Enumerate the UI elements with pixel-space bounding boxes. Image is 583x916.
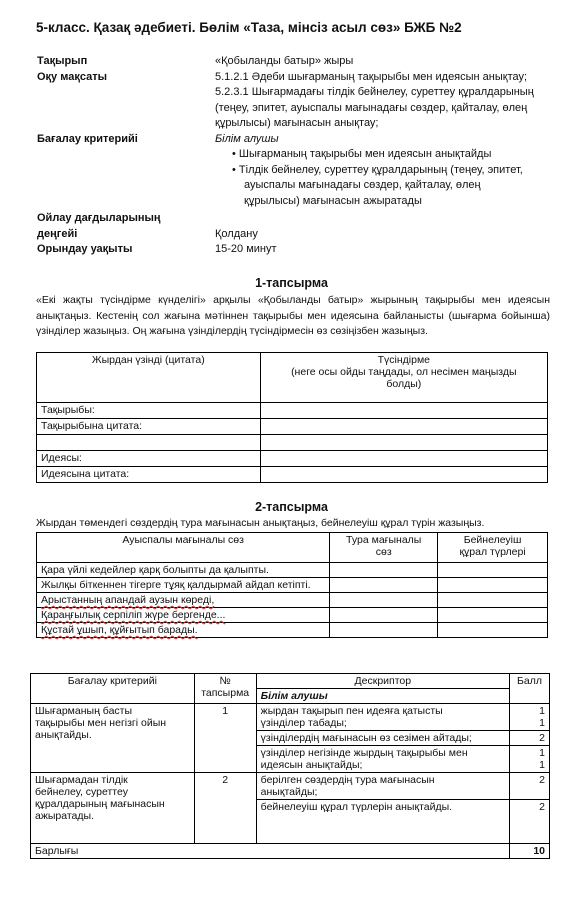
table-row xyxy=(37,467,548,483)
col-header-line: Түсіндірме xyxy=(377,354,430,366)
table-cell: Қара үйлі кедейлер қарқ болыпты да қалыпты. xyxy=(37,563,330,578)
rubric-table xyxy=(30,673,550,859)
table-row xyxy=(37,563,548,578)
col-header: Бағалау критерийі xyxy=(31,674,195,704)
goal-label: Оқу мақсаты xyxy=(37,70,108,83)
descriptor-cell xyxy=(256,704,509,731)
task-meta xyxy=(37,54,557,258)
col-header: Жырдан үзінді (цитата) xyxy=(37,353,261,403)
descriptor-cell xyxy=(256,773,509,800)
total-value: 10 xyxy=(510,844,550,859)
col-header xyxy=(438,533,548,563)
total-label: Барлығы xyxy=(31,844,510,859)
criteria-bullet-cont: ауыспалы мағынадағы сөздер, қайталау, өлең xyxy=(244,179,481,191)
answer-cell[interactable] xyxy=(330,593,438,608)
total-row xyxy=(31,844,550,859)
meta-goal xyxy=(37,70,557,132)
topic-value: «Қобыланды батыр» жыры xyxy=(215,55,354,67)
table-header-row xyxy=(37,353,548,403)
meta-time xyxy=(37,242,557,258)
answer-cell[interactable] xyxy=(438,563,548,578)
criteria-intro: Білім алушы xyxy=(215,132,279,145)
table-row xyxy=(31,773,550,800)
page-title: 5-класс. Қазақ әдебиеті. Бөлім «Таза, мінсіз асыл сөз» БЖБ №2 xyxy=(36,20,462,35)
col-subheader: Білім алушы xyxy=(256,689,509,704)
task1-table xyxy=(36,352,548,483)
score-cell xyxy=(510,704,550,731)
answer-cell[interactable] xyxy=(260,403,547,419)
meta-topic xyxy=(37,54,557,70)
col-header-line: сөз xyxy=(375,546,392,558)
cell-line: жырдан тақырып пен идеяға қатысты xyxy=(260,705,443,717)
cell-line: үзінділер негізінде жырдың тақырыбы мен xyxy=(260,747,468,759)
answer-cell[interactable] xyxy=(330,563,438,578)
cell-line: ажыратады. xyxy=(35,810,94,822)
table-cell: Құстай ұшып, құйғытып барады. xyxy=(37,623,330,638)
table-cell: Қараңғылық серпіліп жүре бергенде... xyxy=(37,608,330,623)
goal-line: құрылысы) мағынасын анықтау; xyxy=(215,117,379,129)
table-cell: Тақырыбына цитата: xyxy=(37,419,261,435)
descriptor-cell: бейнелеуіш құрал түрлерін анықтайды. xyxy=(256,800,509,844)
answer-cell[interactable] xyxy=(260,435,547,451)
answer-cell[interactable] xyxy=(260,467,547,483)
cell-line: Шығармадан тілдік xyxy=(35,774,128,786)
task2-table xyxy=(36,532,548,638)
cell-line: анықтайды; xyxy=(260,786,318,798)
table-cell: Тақырыбы: xyxy=(37,403,261,419)
table-cell: Жылқы біткеннен тігерге тұяқ қалдырмай айдап кетіпті. xyxy=(37,578,330,593)
col-header-line: № xyxy=(219,675,231,687)
topic-label: Тақырып xyxy=(37,55,88,67)
task2-instruction: Жырдан төмендегі сөздердің тура мағынасын анықтаңыз, бейнелеуіш құрал түрін жазыңыз. xyxy=(36,517,485,529)
answer-cell[interactable] xyxy=(260,419,547,435)
cell-line: үзінділер табады; xyxy=(260,717,347,729)
time-value: 15-20 минут xyxy=(215,243,277,255)
criteria-value xyxy=(215,132,557,210)
task1-heading: 1-тапсырма xyxy=(255,276,328,290)
col-header-line: (неге осы ойды таңдады, ол несімен маңызды xyxy=(291,366,517,378)
criteria-cell xyxy=(31,773,195,844)
col-header-line: Тура мағыналы xyxy=(346,534,422,546)
goal-line: 5.1.2.1 Әдеби шығарманың тақырыбы мен идеясын анықтау; xyxy=(215,70,528,83)
answer-cell[interactable] xyxy=(330,608,438,623)
descriptor-cell: үзінділердің мағынасын өз сезімен айтады; xyxy=(256,731,509,746)
col-header xyxy=(330,533,438,563)
criteria-bullet: • Тілдік бейнелеу, суреттеу құралдарының (теңеу, эпитет, xyxy=(232,163,523,176)
score-cell: 2 xyxy=(510,773,550,800)
score-value: 1 xyxy=(539,717,545,729)
score-value: 1 xyxy=(539,705,545,717)
table-row xyxy=(37,593,548,608)
cell-line: Шығарманың басты xyxy=(35,705,133,717)
table-cell: Идеясы: xyxy=(37,451,261,467)
time-label: Орындау уақыты xyxy=(37,243,133,255)
task-number-cell: 1 xyxy=(194,704,256,773)
meta-criteria xyxy=(37,132,557,210)
answer-cell[interactable] xyxy=(330,623,438,638)
col-header: Дескриптор xyxy=(256,674,509,689)
score-value: 1 xyxy=(539,759,545,771)
task-number-cell: 2 xyxy=(194,773,256,844)
col-header: Ауыспалы мағыналы сөз xyxy=(37,533,330,563)
table-row xyxy=(37,435,548,451)
level-label-line: Ойлау дағдыларының xyxy=(37,212,161,224)
criteria-bullet: • Шығарманың тақырыбы мен идеясын анықтайды xyxy=(232,148,492,160)
score-cell: 2 xyxy=(510,731,550,746)
table-header-row xyxy=(37,533,548,563)
goal-line: (теңеу, эпитет, ауыспалы мағынадағы сөздер, қайталау, өлең xyxy=(215,101,528,114)
col-header xyxy=(194,674,256,704)
level-value: Қолдану xyxy=(215,227,258,240)
col-header: Балл xyxy=(510,674,550,704)
table-row xyxy=(31,704,550,731)
cell-line: құралдарының мағынасын xyxy=(35,798,165,810)
col-header-line: тапсырма xyxy=(201,687,250,699)
answer-cell[interactable] xyxy=(438,623,548,638)
table-row xyxy=(37,608,548,623)
criteria-cell xyxy=(31,704,195,773)
col-header-line: болды) xyxy=(386,378,422,390)
task2-heading: 2-тапсырма xyxy=(255,500,328,514)
answer-cell[interactable] xyxy=(438,608,548,623)
table-row xyxy=(37,403,548,419)
table-row xyxy=(37,623,548,638)
score-cell: 2 xyxy=(510,800,550,844)
score-value: 1 xyxy=(539,747,545,759)
cell-line: анықтайды. xyxy=(35,729,92,741)
meta-level xyxy=(37,211,557,242)
col-header-line: Бейнелеуіш xyxy=(463,534,522,546)
col-header xyxy=(260,353,547,403)
score-cell xyxy=(510,746,550,773)
answer-cell[interactable] xyxy=(438,593,548,608)
cell-line: бейнелеу, суреттеу xyxy=(35,786,128,798)
cell-line: берілген сөздердің тура мағынасын xyxy=(260,774,435,786)
answer-cell[interactable] xyxy=(330,578,438,593)
level-label-line: деңгейі xyxy=(37,227,78,240)
table-header-row xyxy=(31,674,550,689)
descriptor-cell xyxy=(256,746,509,773)
task1-instruction: «Екі жақты түсіндірме күнделігі» арқылы «Қобыланды батыр» жырының тақырыбы мен идеясын анықтаңыз. Кестенің сол жағына мәтіннен тақырыбы мен идеясына байланысты (шығарма бойынша) үзінділер жазыңыз. Оң жағына үзінділердің түсіндірмесін өз сөзіңізбен жазыңыз. xyxy=(36,294,550,337)
criteria-bullet-cont: құрылысы) мағынасын ажыратады xyxy=(244,194,422,207)
table-row xyxy=(37,451,548,467)
col-header-line: құрал түрлері xyxy=(459,546,526,558)
cell-line: идеясын анықтайды; xyxy=(260,759,363,771)
cell-line: тақырыбы мен негізгі ойын xyxy=(35,717,167,729)
answer-cell[interactable] xyxy=(260,451,547,467)
table-cell: Идеясына цитата: xyxy=(37,467,261,483)
criteria-label: Бағалау критерийі xyxy=(37,132,138,145)
goal-value xyxy=(215,70,557,132)
table-row xyxy=(37,419,548,435)
level-label xyxy=(37,211,215,242)
table-cell: Арыстанның апандай аузын көреді, xyxy=(37,593,330,608)
answer-cell[interactable] xyxy=(438,578,548,593)
table-row xyxy=(37,578,548,593)
goal-line: 5.2.3.1 Шығармадағы тілдік бейнелеу, суреттеу құралдарының xyxy=(215,86,534,98)
table-cell xyxy=(37,435,261,451)
